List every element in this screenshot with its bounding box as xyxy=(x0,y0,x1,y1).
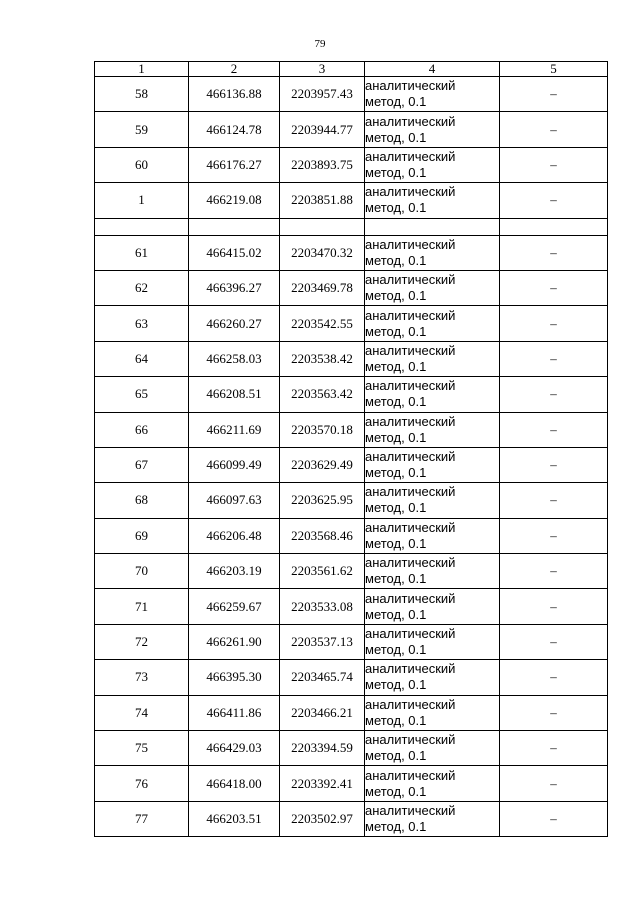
table-row xyxy=(95,306,608,341)
method-cell xyxy=(365,589,500,624)
method-cell xyxy=(365,147,500,182)
coordinate-x: 466099.49 xyxy=(189,447,280,482)
coordinate-y: 2203392.41 xyxy=(280,766,365,801)
coordinate-x: 466206.48 xyxy=(189,518,280,553)
coordinates-table xyxy=(94,61,608,837)
coordinate-y: 2203533.08 xyxy=(280,589,365,624)
method-cell xyxy=(365,731,500,766)
column-header-3: 3 xyxy=(280,62,365,77)
coordinate-y: 2203502.97 xyxy=(280,801,365,836)
method-cell xyxy=(365,412,500,447)
coordinate-y: 2203568.46 xyxy=(280,518,365,553)
method-cell xyxy=(365,341,500,376)
table-row xyxy=(95,554,608,589)
coordinate-x: 466415.02 xyxy=(189,235,280,270)
method-line-1: аналитический xyxy=(365,184,456,200)
column-5-value: – xyxy=(500,112,608,147)
column-5-value: – xyxy=(500,341,608,376)
method-line-2: метод, 0.1 xyxy=(365,783,427,799)
method-cell xyxy=(365,695,500,730)
point-number: 68 xyxy=(95,483,189,518)
column-header-1: 1 xyxy=(95,62,189,77)
empty-cell xyxy=(95,218,189,235)
table-row xyxy=(95,235,608,270)
coordinate-y: 2203470.32 xyxy=(280,235,365,270)
method-cell xyxy=(365,377,500,412)
table-row xyxy=(95,341,608,376)
page-number: 79 xyxy=(314,38,326,50)
method-line-1: аналитический xyxy=(365,148,456,164)
method-line-2: метод, 0.1 xyxy=(365,748,427,764)
column-5-value: – xyxy=(500,306,608,341)
method-cell xyxy=(365,624,500,659)
point-number: 77 xyxy=(95,801,189,836)
method-line-1: аналитический xyxy=(365,378,456,394)
method-line-1: аналитический xyxy=(365,732,456,748)
method-line-2: метод, 0.1 xyxy=(365,535,427,551)
table-row xyxy=(95,731,608,766)
column-5-value: – xyxy=(500,235,608,270)
coordinate-y: 2203629.49 xyxy=(280,447,365,482)
method-cell xyxy=(365,112,500,147)
coordinate-y: 2203537.13 xyxy=(280,624,365,659)
method-line-2: метод, 0.1 xyxy=(365,288,427,304)
table-row xyxy=(95,447,608,482)
column-5-value: – xyxy=(500,731,608,766)
empty-cell xyxy=(189,218,280,235)
column-5-value: – xyxy=(500,589,608,624)
table-row xyxy=(95,77,608,112)
method-cell xyxy=(365,447,500,482)
method-line-1: аналитический xyxy=(365,484,456,500)
method-line-2: метод, 0.1 xyxy=(365,164,427,180)
point-number: 70 xyxy=(95,554,189,589)
method-cell xyxy=(365,766,500,801)
coordinate-x: 466261.90 xyxy=(189,624,280,659)
column-5-value: – xyxy=(500,766,608,801)
coordinate-x: 466396.27 xyxy=(189,270,280,305)
table-row xyxy=(95,766,608,801)
coordinate-x: 466258.03 xyxy=(189,341,280,376)
column-5-value: – xyxy=(500,624,608,659)
method-cell xyxy=(365,270,500,305)
coordinate-x: 466418.00 xyxy=(189,766,280,801)
method-line-1: аналитический xyxy=(365,803,456,818)
method-line-2: метод, 0.1 xyxy=(365,323,427,339)
method-line-2: метод, 0.1 xyxy=(365,429,427,445)
table-row xyxy=(95,112,608,147)
table-header-row xyxy=(95,62,608,77)
point-number: 1 xyxy=(95,183,189,218)
method-cell xyxy=(365,77,500,112)
method-line-1: аналитический xyxy=(365,78,456,94)
table-row xyxy=(95,412,608,447)
method-line-2: метод, 0.1 xyxy=(365,465,427,481)
method-line-2: метод, 0.1 xyxy=(365,252,427,268)
column-5-value: – xyxy=(500,412,608,447)
coordinate-x: 466260.27 xyxy=(189,306,280,341)
method-line-2: метод, 0.1 xyxy=(365,819,427,834)
column-5-value: – xyxy=(500,695,608,730)
table-row xyxy=(95,518,608,553)
column-5-value: – xyxy=(500,447,608,482)
point-number: 61 xyxy=(95,235,189,270)
method-line-1: аналитический xyxy=(365,590,456,606)
point-number: 76 xyxy=(95,766,189,801)
method-line-2: метод, 0.1 xyxy=(365,200,427,216)
coordinate-y: 2203394.59 xyxy=(280,731,365,766)
point-number: 72 xyxy=(95,624,189,659)
column-5-value: – xyxy=(500,518,608,553)
point-number: 74 xyxy=(95,695,189,730)
table-row xyxy=(95,377,608,412)
point-number: 60 xyxy=(95,147,189,182)
point-number: 59 xyxy=(95,112,189,147)
coordinate-x: 466124.78 xyxy=(189,112,280,147)
method-cell xyxy=(365,183,500,218)
coordinate-x: 466429.03 xyxy=(189,731,280,766)
coordinate-x: 466203.19 xyxy=(189,554,280,589)
coordinate-y: 2203893.75 xyxy=(280,147,365,182)
method-cell xyxy=(365,801,500,836)
method-line-1: аналитический xyxy=(365,113,456,129)
point-number: 75 xyxy=(95,731,189,766)
coordinate-y: 2203957.43 xyxy=(280,77,365,112)
coordinate-x: 466136.88 xyxy=(189,77,280,112)
coordinate-x: 466176.27 xyxy=(189,147,280,182)
coordinate-y: 2203851.88 xyxy=(280,183,365,218)
coordinate-x: 466203.51 xyxy=(189,801,280,836)
coordinate-x: 466097.63 xyxy=(189,483,280,518)
column-5-value: – xyxy=(500,801,608,836)
empty-cell xyxy=(500,218,608,235)
method-line-2: метод, 0.1 xyxy=(365,358,427,374)
coordinate-y: 2203570.18 xyxy=(280,412,365,447)
coordinate-x: 466208.51 xyxy=(189,377,280,412)
method-line-2: метод, 0.1 xyxy=(365,94,427,110)
coordinate-x: 466411.86 xyxy=(189,695,280,730)
coordinate-x: 466395.30 xyxy=(189,660,280,695)
point-number: 64 xyxy=(95,341,189,376)
column-header-2: 2 xyxy=(189,62,280,77)
point-number: 58 xyxy=(95,77,189,112)
method-line-1: аналитический xyxy=(365,519,456,535)
table-row xyxy=(95,589,608,624)
method-line-2: метод, 0.1 xyxy=(365,394,427,410)
method-cell xyxy=(365,483,500,518)
coordinate-y: 2203563.42 xyxy=(280,377,365,412)
column-5-value: – xyxy=(500,483,608,518)
point-number: 73 xyxy=(95,660,189,695)
empty-cell xyxy=(365,218,500,235)
coordinate-y: 2203944.77 xyxy=(280,112,365,147)
method-line-2: метод, 0.1 xyxy=(365,677,427,693)
method-line-1: аналитический xyxy=(365,413,456,429)
point-number: 63 xyxy=(95,306,189,341)
column-5-value: – xyxy=(500,660,608,695)
method-cell xyxy=(365,554,500,589)
table-body xyxy=(95,77,608,837)
coordinate-y: 2203465.74 xyxy=(280,660,365,695)
method-line-1: аналитический xyxy=(365,342,456,358)
method-line-1: аналитический xyxy=(365,236,456,252)
method-line-1: аналитический xyxy=(365,767,456,783)
coordinate-x: 466219.08 xyxy=(189,183,280,218)
method-cell xyxy=(365,518,500,553)
table-row xyxy=(95,695,608,730)
point-number: 71 xyxy=(95,589,189,624)
table-row xyxy=(95,183,608,218)
method-line-1: аналитический xyxy=(365,555,456,571)
table-row xyxy=(95,801,608,836)
coordinate-y: 2203466.21 xyxy=(280,695,365,730)
column-5-value: – xyxy=(500,147,608,182)
method-line-1: аналитический xyxy=(365,272,456,288)
column-5-value: – xyxy=(500,377,608,412)
method-cell xyxy=(365,306,500,341)
method-line-1: аналитический xyxy=(365,661,456,677)
point-number: 67 xyxy=(95,447,189,482)
point-number: 65 xyxy=(95,377,189,412)
coordinate-y: 2203561.62 xyxy=(280,554,365,589)
point-number: 69 xyxy=(95,518,189,553)
method-line-2: метод, 0.1 xyxy=(365,500,427,516)
table-row xyxy=(95,270,608,305)
method-line-2: метод, 0.1 xyxy=(365,129,427,145)
method-line-2: метод, 0.1 xyxy=(365,712,427,728)
spacer-row xyxy=(95,218,608,235)
method-line-1: аналитический xyxy=(365,449,456,465)
table-row xyxy=(95,483,608,518)
method-cell xyxy=(365,660,500,695)
point-number: 66 xyxy=(95,412,189,447)
coordinate-y: 2203469.78 xyxy=(280,270,365,305)
coordinate-y: 2203625.95 xyxy=(280,483,365,518)
column-header-4: 4 xyxy=(365,62,500,77)
table-row xyxy=(95,624,608,659)
table-row xyxy=(95,147,608,182)
method-line-2: метод, 0.1 xyxy=(365,606,427,622)
method-line-1: аналитический xyxy=(365,696,456,712)
table-row xyxy=(95,660,608,695)
column-header-5: 5 xyxy=(500,62,608,77)
method-line-1: аналитический xyxy=(365,626,456,642)
column-5-value: – xyxy=(500,183,608,218)
method-line-1: аналитический xyxy=(365,307,456,323)
coordinate-x: 466259.67 xyxy=(189,589,280,624)
coordinate-y: 2203542.55 xyxy=(280,306,365,341)
column-5-value: – xyxy=(500,270,608,305)
point-number: 62 xyxy=(95,270,189,305)
method-cell xyxy=(365,235,500,270)
column-5-value: – xyxy=(500,77,608,112)
coordinate-y: 2203538.42 xyxy=(280,341,365,376)
column-5-value: – xyxy=(500,554,608,589)
method-line-2: метод, 0.1 xyxy=(365,571,427,587)
coordinate-x: 466211.69 xyxy=(189,412,280,447)
method-line-2: метод, 0.1 xyxy=(365,642,427,658)
empty-cell xyxy=(280,218,365,235)
